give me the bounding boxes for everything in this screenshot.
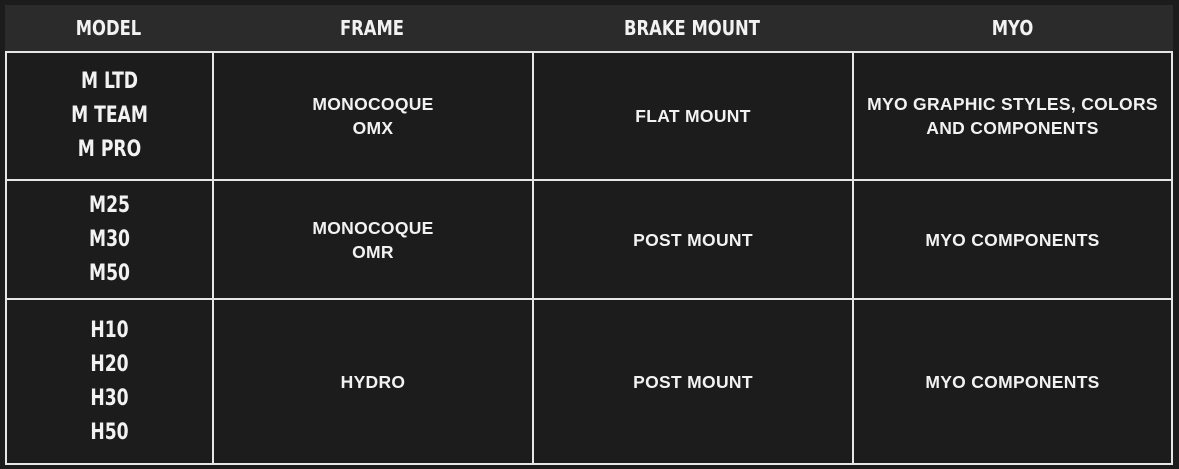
header-brake-mount: BRAKE MOUNT bbox=[624, 16, 760, 40]
header-myo: MYO bbox=[991, 16, 1034, 40]
header-model: MODEL bbox=[75, 16, 142, 40]
model-name: H50 bbox=[90, 419, 129, 445]
frame-text: OMX bbox=[352, 118, 394, 138]
table-body bbox=[5, 51, 1173, 465]
table-row-2-model-cell bbox=[30, 181, 190, 298]
brake-mount-text: FLAT MOUNT bbox=[635, 106, 751, 126]
frame-text: OMR bbox=[352, 241, 394, 262]
table-row-1-model-cell bbox=[30, 53, 190, 179]
frame-text: HYDRO bbox=[340, 371, 406, 392]
table-row-3-frame-cell bbox=[214, 300, 532, 463]
myo-text: MYO COMPONENTS bbox=[925, 229, 1100, 250]
table-row-2-brake-cell bbox=[534, 181, 852, 298]
model-name: H20 bbox=[90, 351, 129, 377]
table-header bbox=[5, 5, 1173, 51]
table-row-2-myo-cell bbox=[854, 181, 1171, 298]
model-name: H10 bbox=[90, 317, 129, 343]
model-name: M30 bbox=[89, 226, 130, 252]
table-row-3-brake-cell bbox=[534, 300, 852, 463]
model-name: M50 bbox=[89, 260, 130, 286]
brake-mount-text: POST MOUNT bbox=[633, 371, 753, 392]
model-name: M PRO bbox=[77, 137, 142, 162]
myo-text: MYO GRAPHIC STYLES, COLORS bbox=[867, 94, 1158, 114]
table-row-1-frame-cell bbox=[214, 53, 532, 179]
table-row-3-model-cell bbox=[30, 300, 190, 463]
table-row-2-frame-cell bbox=[214, 181, 532, 298]
model-name: M LTD bbox=[80, 69, 139, 94]
myo-text: MYO COMPONENTS bbox=[925, 371, 1100, 392]
table-row-3-myo-cell bbox=[854, 300, 1171, 463]
frame-text: MONOCOQUE bbox=[312, 94, 434, 114]
model-name: H30 bbox=[90, 385, 129, 411]
table-row-1-myo-cell bbox=[854, 53, 1171, 179]
model-name: M TEAM bbox=[71, 103, 148, 128]
model-name: M25 bbox=[89, 192, 130, 218]
header-frame: FRAME bbox=[339, 16, 405, 40]
myo-text: AND COMPONENTS bbox=[926, 118, 1099, 138]
brake-mount-text: POST MOUNT bbox=[633, 229, 753, 250]
table-row-1-brake-cell bbox=[534, 53, 852, 179]
frame-text: MONOCOQUE bbox=[312, 217, 434, 238]
